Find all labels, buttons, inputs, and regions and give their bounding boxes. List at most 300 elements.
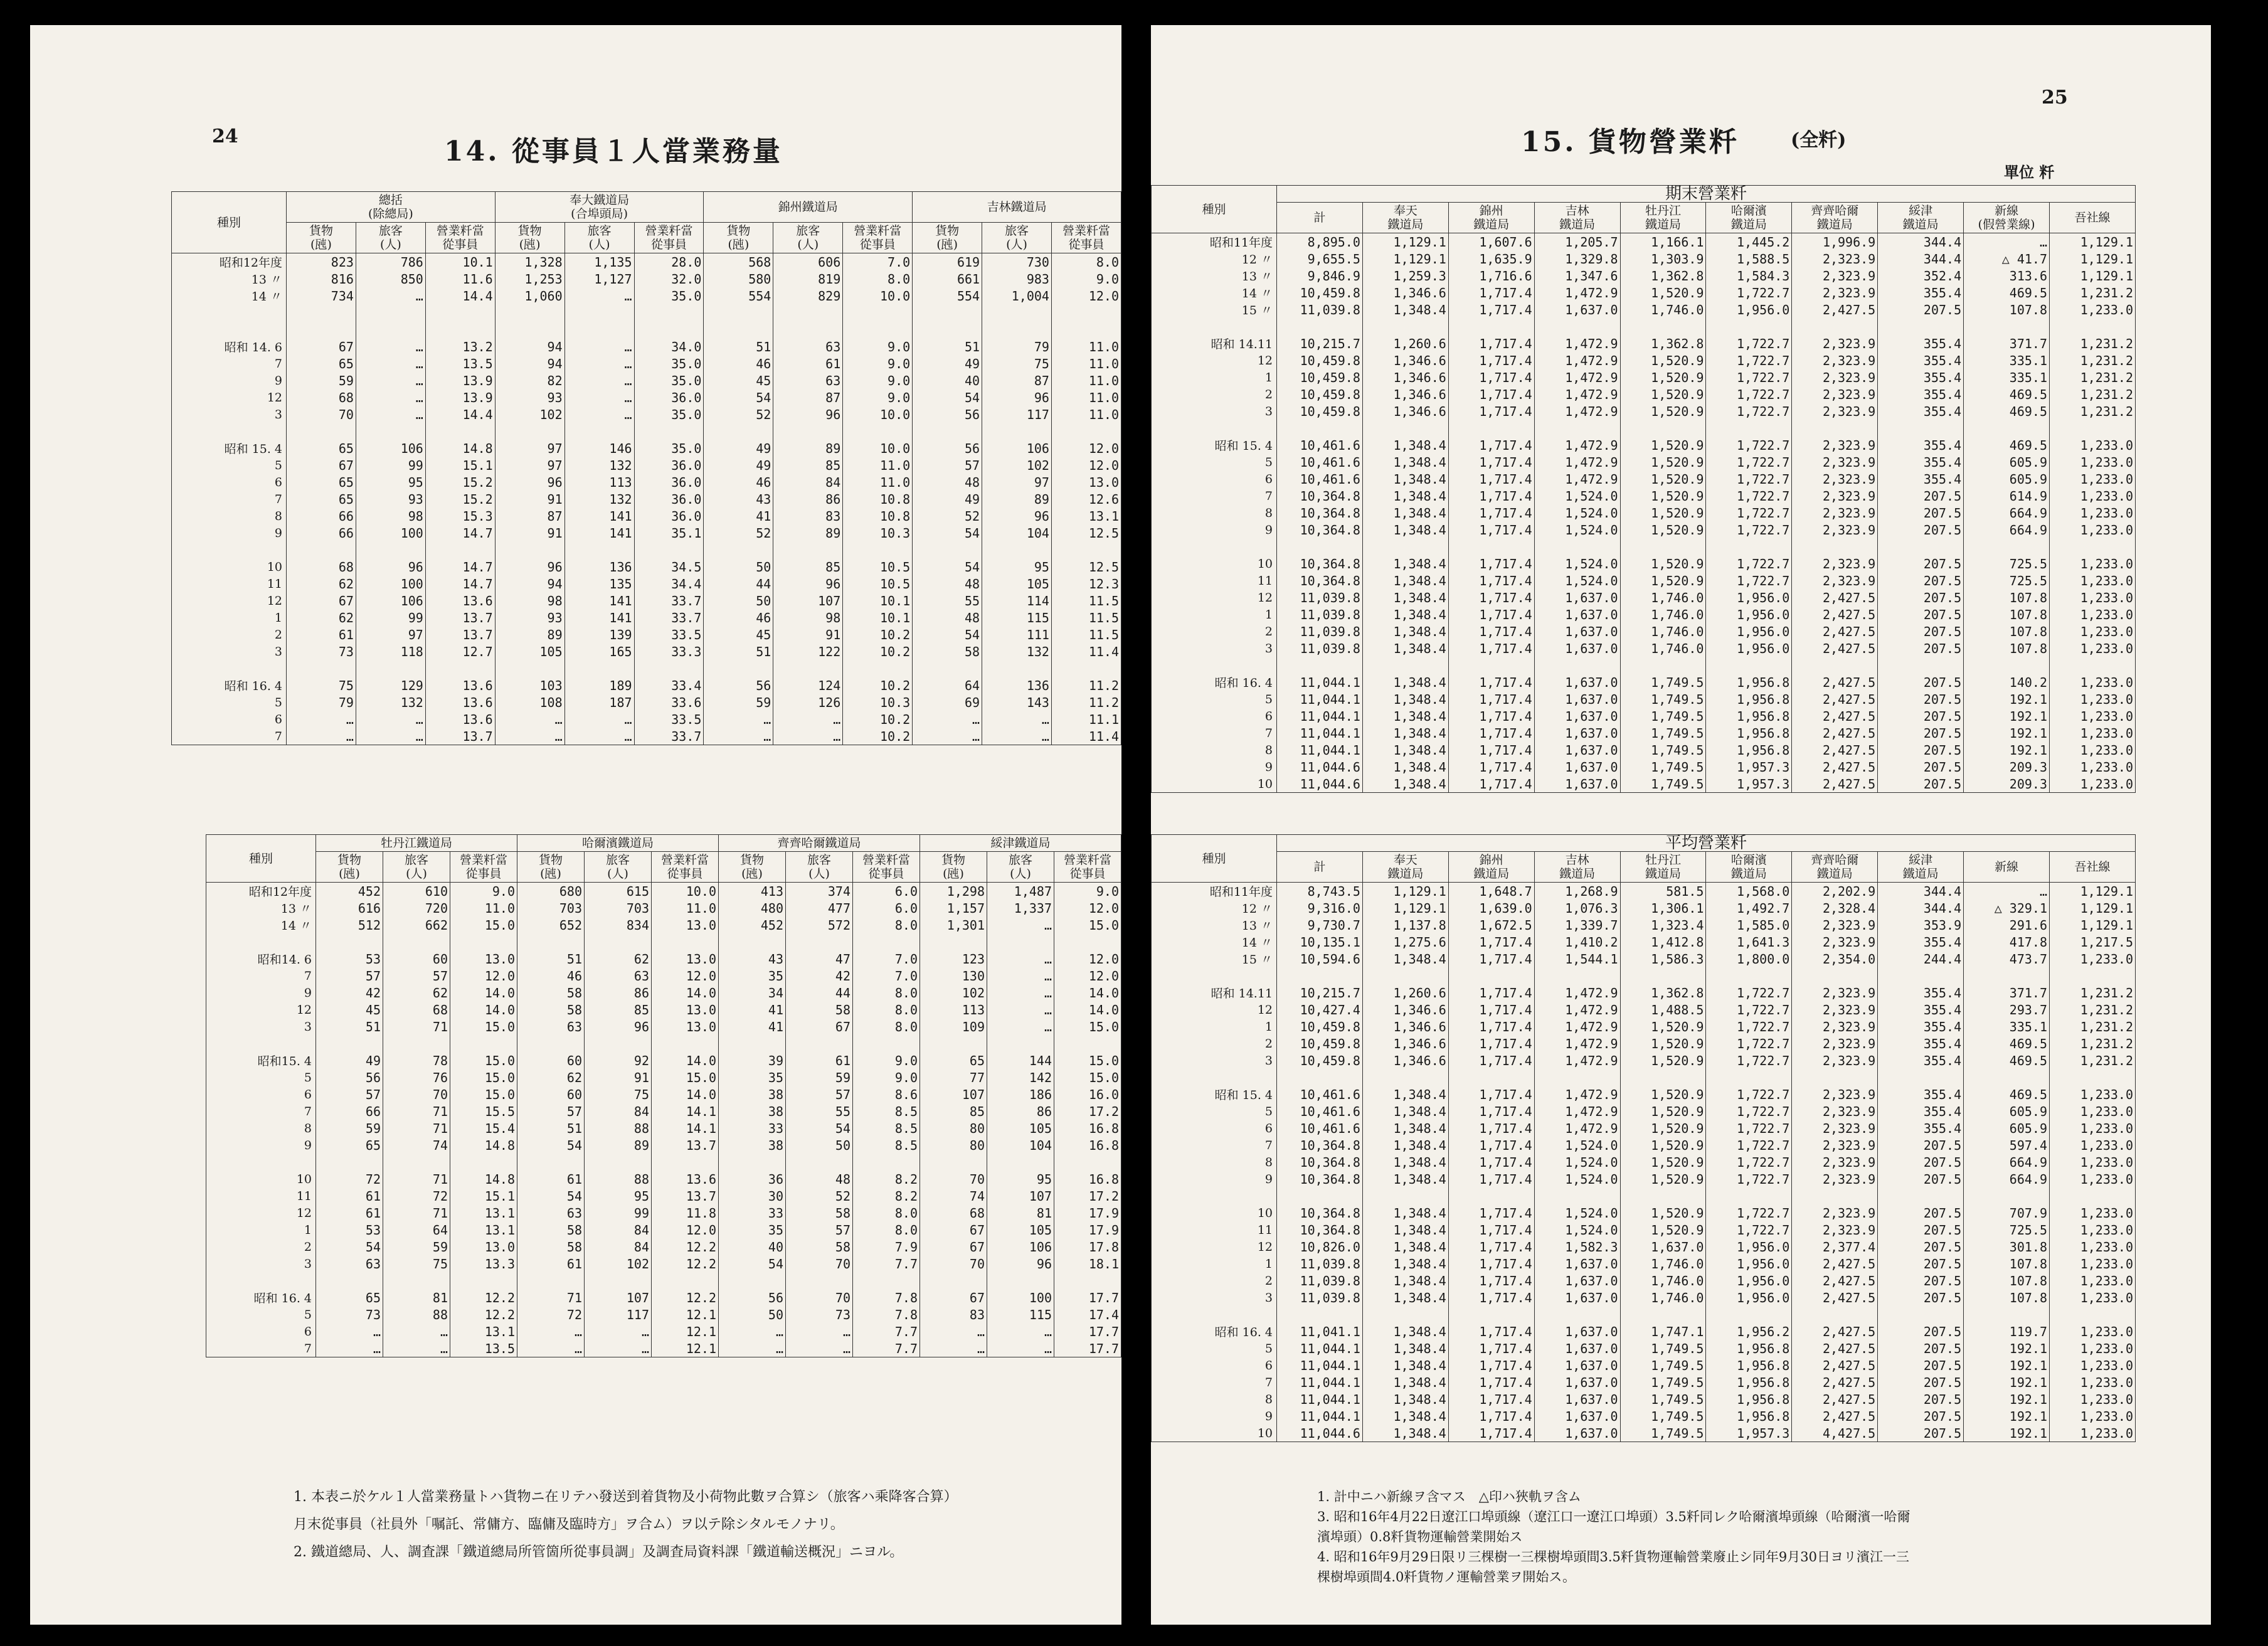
table-cell: 2,323.9 xyxy=(1792,1086,1878,1103)
table-cell xyxy=(1448,1187,1534,1204)
row-label: 6 xyxy=(206,1323,316,1340)
table-cell: 207.5 xyxy=(1878,758,1964,775)
table-cell: 11,044.1 xyxy=(1277,691,1363,708)
table-cell xyxy=(1277,1069,1363,1086)
stub-header: 種別 xyxy=(1152,835,1277,883)
table-cell: … xyxy=(356,728,425,745)
table-cell: 1,362.8 xyxy=(1620,267,1706,284)
table-cell xyxy=(425,541,495,558)
table-cell: 142 xyxy=(987,1069,1054,1086)
table-cell xyxy=(1054,1035,1121,1052)
table-cell: 469.5 xyxy=(1964,437,2050,454)
table-cell: 11,044.1 xyxy=(1277,1408,1363,1425)
column-header: 營業粁當 從事員 xyxy=(853,852,920,883)
table-row xyxy=(206,1238,1121,1255)
table-cell: 1,520.9 xyxy=(1620,386,1706,403)
column-header: 奉天 鐵道局 xyxy=(1362,852,1448,883)
row-label: 昭和 15. 4 xyxy=(1152,1086,1277,1103)
table-cell: 1,996.9 xyxy=(1792,233,1878,251)
table-cell: 1,233.0 xyxy=(2050,1103,2136,1120)
table-cell: 67 xyxy=(287,338,356,355)
table-cell: 605.9 xyxy=(1964,470,2050,487)
table-cell: 8.0 xyxy=(853,1018,920,1035)
table-cell: 1,520.9 xyxy=(1620,1035,1706,1052)
table-cell: 2,323.9 xyxy=(1792,403,1878,420)
table-cell: 43 xyxy=(719,950,786,967)
table-cell xyxy=(987,933,1054,950)
table-cell xyxy=(1706,1069,1792,1086)
table-cell: 66 xyxy=(287,507,356,524)
table-cell xyxy=(1792,657,1878,674)
table-cell: 36.0 xyxy=(634,507,704,524)
table-cell: 1,524.0 xyxy=(1534,1221,1620,1238)
table-cell: 105 xyxy=(982,575,1052,592)
table-row xyxy=(172,270,1121,287)
table-cell: 35.0 xyxy=(634,406,704,423)
group-header: 吉林鐵道局 xyxy=(913,192,1121,223)
table-cell: 1,348.4 xyxy=(1362,589,1448,606)
table-cell: 45 xyxy=(316,1001,383,1018)
column-header: 旅客 (人) xyxy=(585,852,652,883)
table-cell: 207.5 xyxy=(1878,606,1964,623)
table-cell: 1,472.9 xyxy=(1534,335,1620,352)
row-label: 14 〃 xyxy=(206,916,316,933)
table-cell: 10,461.6 xyxy=(1277,454,1363,470)
table-cell: 1,956.8 xyxy=(1706,1340,1792,1357)
table-cell: 14.0 xyxy=(1054,1001,1121,1018)
table-cell: 12.0 xyxy=(652,967,719,984)
workload-table-bottom xyxy=(206,834,1121,1357)
table-cell xyxy=(853,1154,920,1171)
table-row xyxy=(1152,589,2136,606)
column-header: 齊齊哈爾 鐵道局 xyxy=(1792,852,1878,883)
table-row xyxy=(1152,1204,2136,1221)
note-line: 1. 本表ニ於ケル１人當業務量トハ貨物ニ在リテハ發送到着貨物及小荷物此數ヲ合算シ（旅客ハ乘降客合算） xyxy=(294,1489,958,1505)
table-cell xyxy=(652,1272,719,1289)
table-cell: 355.4 xyxy=(1878,403,1964,420)
table-cell: 62 xyxy=(287,575,356,592)
table-cell: 73 xyxy=(316,1306,383,1323)
table-cell: 10.2 xyxy=(843,626,913,643)
table-cell: 1,637.0 xyxy=(1534,725,1620,741)
table-cell: 50 xyxy=(786,1137,853,1154)
table-cell: 17.2 xyxy=(1054,1187,1121,1204)
table-row xyxy=(1152,403,2136,420)
table-cell: 7.0 xyxy=(843,253,913,271)
table-cell: 730 xyxy=(982,253,1052,271)
table-cell: 1,275.6 xyxy=(1362,933,1448,950)
table-cell: 1,233.0 xyxy=(2050,1171,2136,1187)
row-label: 2 xyxy=(1152,1035,1277,1052)
table-cell xyxy=(287,660,356,677)
table-cell: 335.1 xyxy=(1964,352,2050,369)
table-cell xyxy=(1277,538,1363,555)
table-cell: 61 xyxy=(773,355,843,372)
table-cell: 1,717.4 xyxy=(1448,1001,1534,1018)
table-cell: 1,956.0 xyxy=(1706,1255,1792,1272)
table-cell: 8.0 xyxy=(853,916,920,933)
table-cell: 7.8 xyxy=(853,1306,920,1323)
table-cell: 12.1 xyxy=(652,1306,719,1323)
table-cell xyxy=(652,1154,719,1171)
table-cell: 469.5 xyxy=(1964,386,2050,403)
table-cell: 1,233.0 xyxy=(2050,454,2136,470)
table-cell: 80 xyxy=(920,1137,987,1154)
table-cell: 1,129.1 xyxy=(1362,900,1448,916)
table-cell: 1,520.9 xyxy=(1620,352,1706,369)
table-cell: … xyxy=(564,728,634,745)
column-header: 貨物 (瓲) xyxy=(287,223,356,253)
table-cell: 1,717.4 xyxy=(1448,1137,1534,1154)
table-cell: 56 xyxy=(719,1289,786,1306)
table-cell: 1,722.7 xyxy=(1706,403,1792,420)
table-cell: 1,472.9 xyxy=(1534,284,1620,301)
table-cell: … xyxy=(316,1340,383,1357)
table-cell: 1,060 xyxy=(495,287,564,304)
table-row xyxy=(206,1323,1121,1340)
table-cell: 1,233.0 xyxy=(2050,487,2136,504)
row-label: 14 〃 xyxy=(1152,284,1277,301)
table-cell: 614.9 xyxy=(1964,487,2050,504)
table-cell: … xyxy=(1964,233,2050,251)
table-cell: 1,637.0 xyxy=(1534,1289,1620,1306)
table-cell: 54 xyxy=(913,558,982,575)
table-cell: 192.1 xyxy=(1964,1374,2050,1391)
page-title: 14. 從事員１人當業務量 xyxy=(444,135,783,167)
table-cell: 1,348.4 xyxy=(1362,758,1448,775)
row-label: 15 〃 xyxy=(1152,301,1277,318)
table-cell: 11.0 xyxy=(843,474,913,491)
table-cell: 48 xyxy=(913,609,982,626)
table-cell: 983 xyxy=(982,270,1052,287)
table-row xyxy=(172,643,1121,660)
table-cell xyxy=(843,423,913,440)
table-cell: 1,233.0 xyxy=(2050,1272,2136,1289)
table-cell: 1,956.0 xyxy=(1706,1289,1792,1306)
column-header: 營業粁當 從事員 xyxy=(1051,223,1121,253)
table-cell: 70 xyxy=(920,1255,987,1272)
table-cell xyxy=(920,1154,987,1171)
table-cell: 207.5 xyxy=(1878,572,1964,589)
table-cell xyxy=(1964,1069,2050,1086)
table-cell: 108 xyxy=(495,694,564,711)
table-cell: 76 xyxy=(383,1069,450,1086)
table-cell: 2,427.5 xyxy=(1792,606,1878,623)
row-label: 12 xyxy=(206,1001,316,1018)
table-cell: 1,233.0 xyxy=(2050,1425,2136,1442)
table-cell: 1,524.0 xyxy=(1534,1154,1620,1171)
table-cell: 51 xyxy=(913,338,982,355)
table-cell: 58 xyxy=(517,1221,585,1238)
table-cell: 1,004 xyxy=(982,287,1052,304)
table-cell: 84 xyxy=(773,474,843,491)
table-cell: 1,722.7 xyxy=(1706,487,1792,504)
stub-header: 種別 xyxy=(172,192,287,253)
table-cell: 30 xyxy=(719,1187,786,1204)
table-cell: 1,648.7 xyxy=(1448,883,1534,900)
table-cell: … xyxy=(585,1340,652,1357)
table-cell: 1,717.4 xyxy=(1448,386,1534,403)
table-cell: 100 xyxy=(356,575,425,592)
row-label: 7 xyxy=(172,728,287,745)
table-cell: 10,459.8 xyxy=(1277,352,1363,369)
row-label xyxy=(206,1035,316,1052)
table-cell: 1,717.4 xyxy=(1448,369,1534,386)
table-cell: 1,348.4 xyxy=(1362,437,1448,454)
table-cell: 79 xyxy=(287,694,356,711)
row-label: 13 〃 xyxy=(206,900,316,916)
table-cell: 1,348.4 xyxy=(1362,1272,1448,1289)
table-cell: 107.8 xyxy=(1964,1289,2050,1306)
table-cell: 1,520.9 xyxy=(1620,1137,1706,1154)
table-cell: … xyxy=(356,389,425,406)
table-cell: 85 xyxy=(773,457,843,474)
row-label: 6 xyxy=(1152,1357,1277,1374)
table-cell xyxy=(1620,1187,1706,1204)
table-row xyxy=(1152,369,2136,386)
table-cell: 1,129.1 xyxy=(2050,267,2136,284)
column-header: 哈爾濱 鐵道局 xyxy=(1706,203,1792,233)
table-cell: 77 xyxy=(920,1069,987,1086)
table-cell: 207.5 xyxy=(1878,589,1964,606)
table-cell: … xyxy=(585,1323,652,1340)
table-cell xyxy=(913,660,982,677)
table-cell: 1,233.0 xyxy=(2050,1120,2136,1137)
table-cell: 12.2 xyxy=(450,1289,517,1306)
table-cell: 135 xyxy=(564,575,634,592)
table-cell: 1,956.8 xyxy=(1706,1357,1792,1374)
column-header: 旅客 (人) xyxy=(383,852,450,883)
table-cell: 84 xyxy=(585,1103,652,1120)
row-label: 9 xyxy=(1152,521,1277,538)
table-cell: 91 xyxy=(773,626,843,643)
table-cell: 14.1 xyxy=(652,1103,719,1120)
table-cell: 355.4 xyxy=(1878,1001,1964,1018)
table-cell: 28.0 xyxy=(634,253,704,271)
table-cell: … xyxy=(356,355,425,372)
table-cell: 1,956.8 xyxy=(1706,708,1792,725)
table-cell: 1,472.9 xyxy=(1534,984,1620,1001)
table-cell: 95 xyxy=(987,1171,1054,1187)
table-cell: 1,268.9 xyxy=(1534,883,1620,900)
table-cell xyxy=(634,541,704,558)
table-cell: 71 xyxy=(517,1289,585,1306)
row-label: 13 〃 xyxy=(1152,916,1277,933)
table-cell: 1,412.8 xyxy=(1620,933,1706,950)
table-cell xyxy=(1792,1069,1878,1086)
table-cell: 207.5 xyxy=(1878,1137,1964,1154)
table-cell: 192.1 xyxy=(1964,1425,2050,1442)
table-cell: 33.3 xyxy=(634,643,704,660)
row-label: 昭和 14.11 xyxy=(1152,984,1277,1001)
table-cell xyxy=(1362,967,1448,984)
row-label: 昭和12年度 xyxy=(206,883,316,900)
table-cell: 1,717.4 xyxy=(1448,708,1534,725)
table-cell: 65 xyxy=(316,1137,383,1154)
table-row xyxy=(206,1255,1121,1272)
table-row xyxy=(206,900,1121,916)
table-cell: 1,233.0 xyxy=(2050,1154,2136,1171)
table-cell: … xyxy=(773,728,843,745)
table-cell: 14.8 xyxy=(450,1171,517,1187)
table-cell: 107.8 xyxy=(1964,640,2050,657)
table-cell: 207.5 xyxy=(1878,640,1964,657)
table-cell: 1,233.0 xyxy=(2050,1323,2136,1340)
row-label: 10 xyxy=(1152,1204,1277,1221)
table-cell xyxy=(383,1154,450,1171)
table-cell: 2,323.9 xyxy=(1792,284,1878,301)
table-row xyxy=(172,592,1121,609)
table-cell: 1,233.0 xyxy=(2050,555,2136,572)
row-label: 5 xyxy=(206,1069,316,1086)
group-header: 平均營業粁 xyxy=(1277,835,2136,852)
table-cell: 1,637.0 xyxy=(1534,691,1620,708)
table-cell: 1,637.0 xyxy=(1534,708,1620,725)
table-cell: 725.5 xyxy=(1964,555,2050,572)
table-cell: 2,323.9 xyxy=(1792,1137,1878,1154)
row-label: 昭和 14. 6 xyxy=(172,338,287,355)
table-cell: 41 xyxy=(704,507,773,524)
table-cell: 10,427.4 xyxy=(1277,1001,1363,1018)
table-cell: … xyxy=(564,389,634,406)
table-cell: 85 xyxy=(773,558,843,575)
table-cell: 554 xyxy=(704,287,773,304)
table-cell: 68 xyxy=(383,1001,450,1018)
table-cell xyxy=(1448,318,1534,335)
table-cell: 1,717.4 xyxy=(1448,454,1534,470)
table-cell xyxy=(1051,304,1121,321)
table-cell xyxy=(1277,967,1363,984)
table-cell: 1,260.6 xyxy=(1362,984,1448,1001)
table-cell: 36.0 xyxy=(634,474,704,491)
table-cell: 13.7 xyxy=(425,626,495,643)
table-row xyxy=(172,406,1121,423)
table-row xyxy=(206,950,1121,967)
group-header: 牡丹江鐵道局 xyxy=(316,835,517,852)
table-cell: 207.5 xyxy=(1878,741,1964,758)
table-cell: 72 xyxy=(316,1171,383,1187)
table-cell xyxy=(913,423,982,440)
table-cell: 15.2 xyxy=(425,491,495,507)
table-cell: 1,722.7 xyxy=(1706,1018,1792,1035)
table-cell xyxy=(316,933,383,950)
table-cell: 1,722.7 xyxy=(1706,470,1792,487)
table-cell: 129 xyxy=(356,677,425,694)
table-cell: 54 xyxy=(913,389,982,406)
row-label: 3 xyxy=(1152,403,1277,420)
table-cell: 192.1 xyxy=(1964,1391,2050,1408)
table-cell: 63 xyxy=(773,338,843,355)
table-cell: 12.0 xyxy=(1054,967,1121,984)
table-cell: 1,217.5 xyxy=(2050,933,2136,950)
table-cell: 99 xyxy=(585,1204,652,1221)
table-cell: 1,717.4 xyxy=(1448,555,1534,572)
table-cell: 10,459.8 xyxy=(1277,403,1363,420)
table-cell: … xyxy=(356,406,425,423)
note-line: 棵樹埠頭間4.0粁貨物ノ運輸營業ヲ開始ス。 xyxy=(1317,1569,1576,1585)
table-cell: 13.0 xyxy=(1051,474,1121,491)
table-cell: 2,427.5 xyxy=(1792,1357,1878,1374)
row-label: 昭和 16. 4 xyxy=(1152,1323,1277,1340)
table-row xyxy=(172,558,1121,575)
column-header: 貨物 (瓲) xyxy=(704,223,773,253)
table-cell: 1,717.4 xyxy=(1448,1323,1534,1340)
table-cell: 1,717.4 xyxy=(1448,775,1534,793)
table-cell xyxy=(1878,967,1964,984)
table-cell: 207.5 xyxy=(1878,1391,1964,1408)
row-label: 5 xyxy=(172,694,287,711)
table-cell: 1,348.4 xyxy=(1362,1408,1448,1425)
table-cell: … xyxy=(786,1340,853,1357)
table-row xyxy=(1152,301,2136,318)
row-label xyxy=(1152,420,1277,437)
table-cell: 1,637.0 xyxy=(1534,589,1620,606)
table-cell: 554 xyxy=(913,287,982,304)
table-cell: 186 xyxy=(987,1086,1054,1103)
table-cell: 1,956.0 xyxy=(1706,301,1792,318)
table-cell: 1,637.0 xyxy=(1534,1340,1620,1357)
table-cell: 96 xyxy=(987,1255,1054,1272)
table-cell: 70 xyxy=(383,1086,450,1103)
table-cell: 2,323.9 xyxy=(1792,487,1878,504)
table-cell: 371.7 xyxy=(1964,335,2050,352)
table-cell: 1,472.9 xyxy=(1534,437,1620,454)
column-header: 旅客 (人) xyxy=(564,223,634,253)
table-cell xyxy=(1362,538,1448,555)
row-label xyxy=(172,541,287,558)
table-cell: 8.5 xyxy=(853,1137,920,1154)
table-row xyxy=(206,1306,1121,1323)
table-cell: 42 xyxy=(786,967,853,984)
table-row xyxy=(1152,916,2136,933)
table-cell: 10.5 xyxy=(843,575,913,592)
row-label: 昭和11年度 xyxy=(1152,233,1277,251)
table-cell: 94 xyxy=(495,338,564,355)
table-cell: 11,039.8 xyxy=(1277,1272,1363,1289)
column-header: 貨物 (瓲) xyxy=(495,223,564,253)
table-row xyxy=(1152,640,2136,657)
table-cell: 293.7 xyxy=(1964,1001,2050,1018)
column-header: 貨物 (瓲) xyxy=(913,223,982,253)
row-label: 5 xyxy=(1152,1103,1277,1120)
table-cell: 786 xyxy=(356,253,425,271)
table-cell: 63 xyxy=(316,1255,383,1272)
row-label: 昭和 16. 4 xyxy=(206,1289,316,1306)
table-cell: 355.4 xyxy=(1878,470,1964,487)
table-cell: … xyxy=(786,1323,853,1340)
table-cell: 65 xyxy=(287,440,356,457)
table-cell: 9.0 xyxy=(843,338,913,355)
table-cell: 56 xyxy=(704,677,773,694)
row-label xyxy=(172,423,287,440)
table-cell: 10.2 xyxy=(843,728,913,745)
table-cell: 1,722.7 xyxy=(1706,437,1792,454)
table-cell: 49 xyxy=(704,457,773,474)
table-cell: 355.4 xyxy=(1878,437,1964,454)
table-cell: 207.5 xyxy=(1878,1154,1964,1171)
table-row xyxy=(1152,420,2136,437)
row-label xyxy=(206,933,316,950)
table-cell: 1,348.4 xyxy=(1362,1171,1448,1187)
table-cell: 12.7 xyxy=(425,643,495,660)
table-cell: 1,520.9 xyxy=(1620,1204,1706,1221)
table-cell xyxy=(1706,1306,1792,1323)
note-line: 4. 昭和16年9月29日限リ三棵樹一三棵樹埠頭間3.5粁貨物運輸營業廢止シ同年9月30日ヨリ濱江一三 xyxy=(1317,1549,1909,1564)
table-row xyxy=(172,694,1121,711)
table-cell: 1,717.4 xyxy=(1448,758,1534,775)
table-cell: 98 xyxy=(773,609,843,626)
table-cell: 1,717.4 xyxy=(1448,1204,1534,1221)
